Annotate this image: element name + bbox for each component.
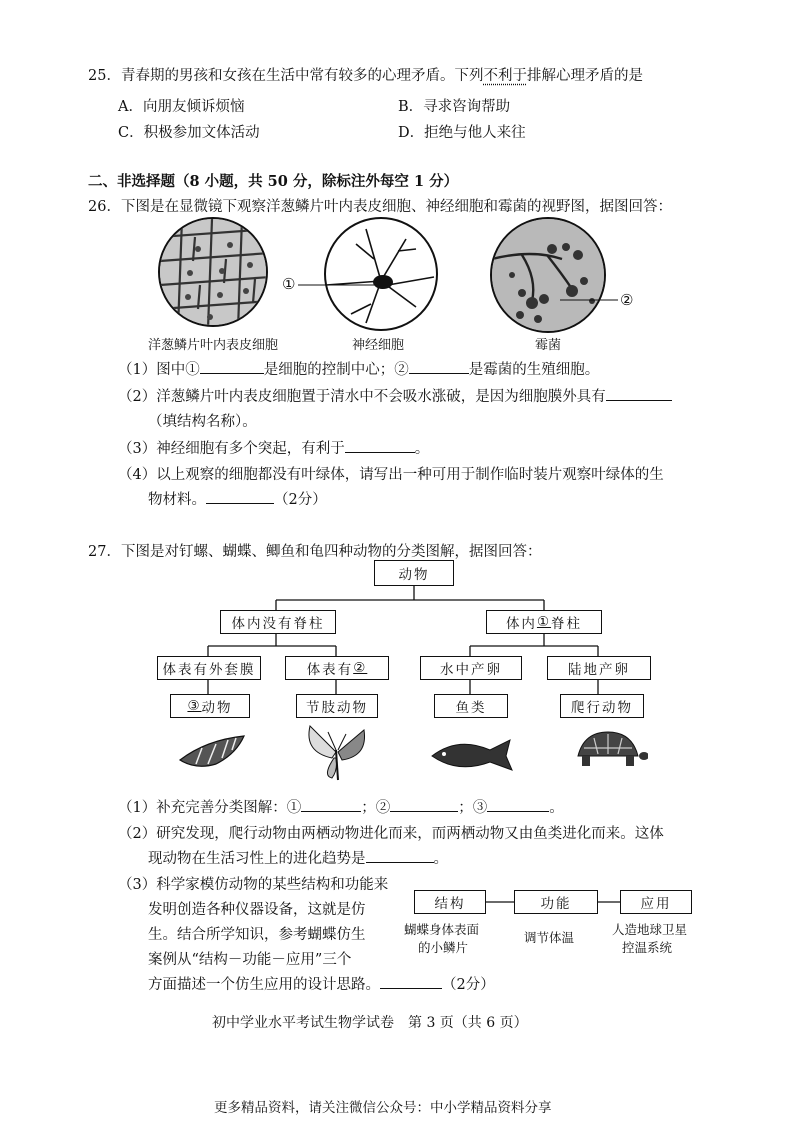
q26-stem: 26．下图是在显微镜下观察洋葱鳞片叶内表皮细胞、神经细胞和霉菌的视野图，据图回答：: [88, 199, 672, 215]
q26-subq4: （4）以上观察的细胞都没有叶绿体，请写出一种可用于制作临时装片观察叶绿体的生: [118, 467, 664, 483]
q25-option-b: B．寻求咨询帮助: [398, 99, 511, 115]
q27-subq3-line5: 方面描述一个仿生应用的设计思路。 （2分）: [148, 977, 495, 993]
tree-water-eggs: 水中产卵: [420, 656, 522, 680]
tree-root: 动物: [374, 560, 454, 586]
tree-no-spine: 体内没有脊柱: [220, 610, 336, 634]
q27-subq3-line4: 案例从“结构－功能－应用”三个: [148, 952, 352, 968]
q26-subq4-cont: 物材料。 （2分）: [148, 492, 327, 508]
flow-function-text: 调节体温: [524, 930, 575, 945]
tree-mantle: 体表有外套膜: [157, 656, 261, 680]
flow-structure-text-2: 的小鳞片: [418, 940, 469, 955]
q26-subq3: （3）神经细胞有多个突起，有利于 。: [118, 441, 430, 457]
tree-body-surface: 体表有 ②: [285, 656, 389, 680]
q25-option-a: A．向朋友倾诉烦恼: [118, 99, 245, 115]
q26-subq2-cont: （填结构名称）。: [148, 414, 257, 430]
q25-option-c: C．积极参加文体活动: [118, 125, 260, 141]
tree-land-eggs: 陆地产卵: [547, 656, 651, 680]
marker-1: ①: [282, 275, 296, 293]
tree-leaf-fish: 鱼类: [434, 694, 508, 718]
q25-stem: 25．青春期的男孩和女孩在生活中常有较多的心理矛盾。下列不利于排解心理矛盾的是: [88, 68, 643, 84]
q27-subq2-cont: 现动物在生活习性上的进化趋势是 。: [148, 851, 448, 867]
section2-title: 二、非选择题（8 小题，共 50 分，除标注外每空 1 分）: [88, 173, 459, 190]
page-footer: 初中学业水平考试生物学试卷 第 3 页（共 6 页）: [212, 1015, 528, 1031]
q25-option-d: D．拒绝与他人来往: [398, 125, 526, 141]
flow-application-text-1: 人造地球卫星: [612, 922, 688, 937]
q27-subq3-line1: （3）科学家模仿动物的某些结构和功能来: [118, 877, 389, 893]
caption-nerve: 神经细胞: [352, 338, 405, 353]
flow-application-text-2: 控温系统: [622, 940, 673, 955]
caption-mold: 霉菌: [535, 338, 562, 353]
q27-subq2: （2）研究发现，爬行动物由两栖动物进化而来，而两栖动物又由鱼类进化而来。这体: [118, 826, 664, 842]
q26-subq1: （1）图中① 是细胞的控制中心；② 是霉菌的生殖细胞。: [118, 362, 600, 378]
marker-2: ②: [620, 291, 634, 309]
tree-leaf-arthropod: 节肢动物: [296, 694, 378, 718]
q27-subq3-line3: 生。结合所学知识，参考蝴蝶仿生: [148, 927, 366, 943]
tree-leaf-reptile: 爬行动物: [560, 694, 644, 718]
q27-stem: 27．下图是对钉螺、蝴蝶、鲫鱼和龟四种动物的分类图解，据图回答：: [88, 544, 542, 560]
q27-subq3-line2: 发明创造各种仪器设备，这就是仿: [148, 902, 366, 918]
q26-subq2: （2）洋葱鳞片叶内表皮细胞置于清水中不会吸水涨破，是因为细胞膜外具有: [118, 385, 672, 406]
tree-leaf-mollusc: ③ 动物: [170, 694, 250, 718]
flow-function: 功能: [514, 890, 598, 914]
q25-emphasis: 不利于: [483, 68, 527, 84]
caption-onion: 洋葱鳞片叶内表皮细胞: [148, 338, 279, 353]
flow-application: 应用: [620, 890, 692, 914]
tree-spine: 体内 ① 脊柱: [486, 610, 602, 634]
flow-structure: 结构: [414, 890, 486, 914]
watermark-text: 更多精品资料，请关注微信公众号：中小学精品资料分享: [214, 1100, 552, 1116]
q27-subq1: （1）补充完善分类图解：① ；② ；③ 。: [118, 800, 564, 816]
flow-structure-text-1: 蝴蝶身体表面: [404, 922, 480, 937]
